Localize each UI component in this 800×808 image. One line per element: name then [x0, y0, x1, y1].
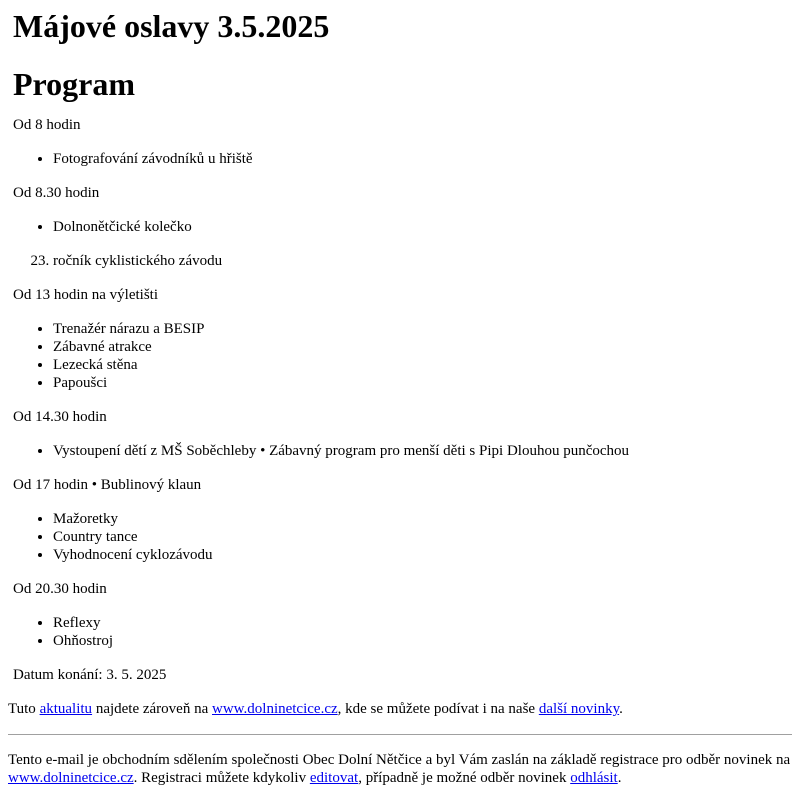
footer-text: , případně je možné odběr novinek — [358, 770, 571, 786]
page-title: Májové oslavy 3.5.2025 — [13, 8, 330, 44]
website-link[interactable]: www.dolninetcice.cz — [212, 701, 338, 717]
section-list — [13, 614, 792, 650]
numbered-item: 23. ročník cyklistického závodu — [53, 252, 792, 270]
section-time: Od 17 hodin • Bublinový klaun — [13, 477, 202, 493]
footer-text: . Registraci můžete kdykoliv — [133, 770, 310, 786]
info-text: Tuto — [8, 701, 40, 717]
info-text: najdete zároveň na — [92, 701, 212, 717]
section-time: Od 8 hodin — [13, 117, 81, 133]
section-list — [13, 442, 792, 460]
list-item: • Reflexy — [53, 614, 792, 632]
footer-website-link[interactable]: www.dolninetcice.cz — [8, 770, 134, 786]
list-item: • Fotografování závodníků u hřiště — [53, 150, 792, 168]
program-heading: Program — [13, 66, 136, 102]
section-list — [13, 320, 792, 392]
edit-registration-link[interactable]: editovat — [309, 770, 359, 786]
list-item: • Dolnonětčické kolečko — [53, 218, 792, 236]
section-list — [13, 510, 792, 564]
list-item: • Lezecká stěna — [53, 356, 792, 374]
section-time: Od 14.30 hodin — [13, 409, 107, 425]
list-item: • Country tance — [53, 528, 792, 546]
list-item: • Vystoupení dětí z MŠ Soběchleby • Zábavný program pro menší děti s Pipi Dlouhou punčochou — [53, 442, 792, 460]
list-item: • Zábavné atrakce — [53, 338, 792, 356]
footer-text: . — [617, 770, 622, 786]
section-time: Od 13 hodin na výletišti — [13, 287, 158, 303]
list-item: • Trenažér nárazu a BESIP — [53, 320, 792, 338]
footer-text: Tento e-mail je obchodním sdělením společnosti Obec Dolní Nětčice a byl Vám zaslán na základě registrace pro odběr novinek na — [8, 752, 791, 768]
numbered-list — [13, 252, 792, 270]
info-paragraph — [8, 700, 792, 718]
section-list — [13, 150, 792, 168]
info-text: , kde se můžete podívat i na naše — [337, 701, 539, 717]
list-item: • Vyhodnocení cyklozávodu — [53, 546, 792, 564]
footer-paragraph — [8, 751, 792, 787]
section-time: Od 20.30 hodin — [13, 581, 107, 597]
list-item: • Mažoretky — [53, 510, 792, 528]
list-item: • Papoušci — [53, 374, 792, 392]
more-news-link[interactable]: další novinky — [538, 701, 620, 717]
list-item: • Ohňostroj — [53, 632, 792, 650]
info-text: . — [619, 701, 623, 717]
unsubscribe-link[interactable]: odhlásit — [570, 770, 618, 786]
event-date: Datum konání: 3. 5. 2025 — [13, 667, 167, 683]
article-link[interactable]: aktualitu — [39, 701, 93, 717]
article-content — [8, 8, 792, 684]
email-body — [0, 8, 800, 787]
divider — [8, 734, 792, 735]
section-list — [13, 218, 792, 236]
section-time: Od 8.30 hodin — [13, 185, 100, 201]
